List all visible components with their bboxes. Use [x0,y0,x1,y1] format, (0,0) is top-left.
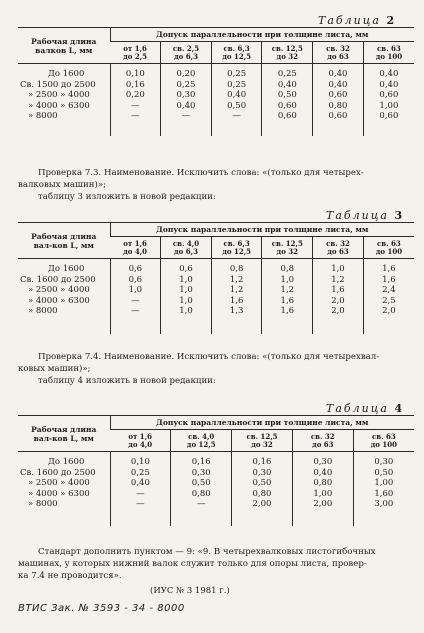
value-cell: 0,50 [227,100,247,111]
value-cell: 2,0 [382,306,396,316]
column-header-line: св. 4,0 [172,239,200,248]
table4-value-column [232,452,293,526]
table4-value-column [292,452,353,526]
value-cell: 0,30 [313,457,333,467]
paragraph-line: Проверка 7.4. Наименование. Исключить слова: «(только для четырехвал- [38,352,380,362]
column-header-line: до 6,3 [174,247,198,256]
column-header-line: св. 4,0 [188,432,215,441]
value-cell: 0,25 [130,467,150,478]
table2-body [18,64,414,136]
value-cell: 0,50 [374,467,394,478]
column-header-line: св. 63 [371,432,396,441]
value-cell: 2,0 [331,306,345,316]
value-cell: 2,00 [252,499,272,509]
length-cell: » 4000 » 6300 [28,488,90,499]
column-header-line: до 32 [276,52,299,61]
column-header-line: св. 12,5 [271,239,303,248]
value-cell: 0,25 [227,79,247,90]
table2-value-column [313,64,364,136]
value-cell: 0,60 [379,111,399,121]
table4-column-header [110,430,171,452]
column-header-line: от 1,6 [123,239,147,248]
column-header-line: до 12,5 [222,52,252,61]
value-cell: 1,6 [331,285,345,295]
table3-value-column [262,259,313,334]
value-cell: 0,60 [277,100,297,111]
value-cell: 1,6 [382,264,396,274]
value-cell: 0,40 [379,69,399,79]
value-cell: 2,5 [382,295,396,306]
value-cell: 0,25 [176,79,196,90]
value-cell: 0,50 [277,90,297,100]
table3-column-header [211,237,262,259]
value-cell: 1,6 [382,274,396,285]
column-header-line: от 1,6 [128,432,152,441]
table-2 [18,27,414,136]
column-header-line: св. 2,5 [172,44,200,53]
value-cell: — [136,499,145,509]
value-cell: 1,0 [179,285,193,295]
column-header-line: до 100 [375,52,403,61]
table2-column-header [110,42,161,64]
table2-column-header [313,42,364,64]
value-cell: 0,30 [374,457,394,467]
table2-column-header [161,42,212,64]
length-cell: » 8000 [28,111,58,121]
value-cell: 0,16 [252,457,272,467]
value-cell: 1,0 [179,306,193,316]
paragraph-check-7-3 [18,167,364,203]
value-cell: 0,40 [176,100,196,111]
column-header-line: до 2,5 [123,52,148,61]
table2-value-column [161,64,212,136]
value-cell: 0,40 [227,90,247,100]
value-cell: 2,00 [313,499,333,509]
value-cell: — [131,100,140,111]
value-cell: 0,40 [313,467,333,478]
value-cell: 1,6 [280,306,295,316]
paragraph-line: машинах, у которых нижний валок служит только для опоры листа, провер- [18,559,367,569]
value-cell: 0,8 [280,264,295,274]
table4-column-header [353,430,414,452]
value-cell: 0,80 [328,100,348,111]
value-cell: 0,20 [125,90,145,100]
value-cell: 1,0 [179,274,193,285]
length-cell: » 2500 » 4000 [28,90,90,100]
value-cell: — [131,306,140,316]
value-cell: 0,50 [191,478,211,488]
column-header-line: св. 12,5 [246,432,278,441]
value-cell: 0,25 [277,69,297,79]
table3-length-column [18,259,110,334]
table3-value-column [110,259,161,334]
column-header-line: до 4,0 [128,440,153,449]
value-cell: 2,0 [331,295,345,306]
value-cell: 1,00 [379,100,399,111]
table4-group-header: Допуск параллельности при толщине листа, мм [110,416,414,430]
value-cell: — [131,111,140,121]
column-header-line: до 6,3 [174,52,198,61]
value-cell: 1,0 [331,264,345,274]
length-cell: » 2500 » 4000 [28,285,90,295]
column-header-line: св. 12,5 [271,44,303,53]
value-cell: 1,0 [179,295,193,306]
table3-value-column [211,259,262,334]
length-cell: » 4000 » 6300 [28,100,90,111]
table2-column-header [211,42,262,64]
value-cell: 0,40 [379,79,399,90]
value-cell: 0,6 [179,264,193,274]
table2-length-column [18,64,110,136]
length-cell: До 1600 [48,457,85,467]
column-header-line: до 4,0 [123,247,148,256]
table2-caption: Таблица 2 [318,14,395,27]
column-header-line: до 12,5 [186,440,216,449]
column-header-line: до 63 [312,440,334,449]
table2-value-column [110,64,161,136]
column-header-line: св. 6,3 [223,239,250,248]
value-cell: 1,3 [229,306,244,316]
value-cell: 0,10 [125,69,145,79]
value-cell: — [232,111,241,121]
value-cell: 0,30 [191,467,211,478]
table2-group-header: Допуск параллельности при толщине листа, мм [110,28,414,42]
paragraph-check-7-4 [18,351,380,387]
table3-column-header [110,237,161,259]
column-header-line: до 63 [327,52,349,61]
length-cell: » 8000 [28,499,58,509]
column-header-line: от 1,6 [123,44,147,53]
table4-row-header: Рабочая длина вал-ков L, мм [18,416,110,452]
value-cell: 0,60 [277,111,297,121]
table2-value-column [262,64,313,136]
length-cell: » 2500 » 4000 [28,478,90,488]
value-cell: 2,4 [382,285,396,295]
value-cell: — [136,488,145,499]
column-header-line: св. 6,3 [223,44,250,53]
value-cell: 0,25 [227,69,247,79]
table2-value-column [363,64,414,136]
length-cell: » 4000 » 6300 [28,295,90,306]
table4-value-column [110,452,171,526]
value-cell: 0,40 [328,69,348,79]
length-cell: До 1600 [48,69,85,79]
value-cell: 0,60 [328,111,348,121]
table3-column-header [262,237,313,259]
value-cell: 1,0 [280,274,295,285]
table2-column-header [262,42,313,64]
table4-value-column [353,452,414,526]
length-cell: Св. 1500 до 2500 [20,79,96,90]
value-cell: 1,6 [280,295,295,306]
value-cell: 0,30 [252,467,272,478]
table4-column-header [171,430,232,452]
length-cell: » 8000 [28,306,58,316]
column-header-line: св. 32 [326,239,350,248]
value-cell: — [196,499,206,509]
value-cell: 0,6 [128,274,143,285]
table3-caption: Таблица 3 [326,209,403,222]
value-cell: 1,0 [128,285,143,295]
table3-row-header: Рабочая длина вал-ков L, мм [18,223,110,259]
value-cell: 1,00 [313,488,333,499]
column-header-line: св. 63 [377,239,401,248]
table3-column-header [363,237,414,259]
value-cell: 1,2 [229,285,244,295]
table3-value-column [363,259,414,334]
paragraph-line: таблицу 3 изложить в новой редакции: [38,192,216,202]
paragraph-line: таблицу 4 изложить в новой редакции: [38,376,216,386]
table2-value-column [211,64,262,136]
column-header-line: до 100 [375,247,403,256]
value-cell: 0,8 [229,264,244,274]
table3-column-header [313,237,364,259]
column-header-line: до 63 [327,247,349,256]
length-cell: Св. 1600 до 2500 [20,274,96,285]
table3-body [18,259,414,334]
value-cell: 1,60 [374,488,394,499]
paragraph-line: Проверка 7.3. Наименование. Исключить слова: «(только для четырех- [38,168,364,178]
paragraph-line: Стандарт дополнить пунктом — 9: «9. В четырехвалковых листогибочных [38,547,376,557]
value-cell: 3,00 [374,499,394,509]
column-header-line: св. 32 [326,44,350,53]
table4-column-header [292,430,353,452]
table3-group-header: Допуск параллельности при толщине листа, мм [110,223,414,237]
paragraph-standard-addition [18,546,376,582]
table3-column-header [161,237,212,259]
handwritten-order-number: ВТИС Зак. № 3593 - 34 - 8000 [18,603,185,614]
value-cell: 0,16 [191,457,211,467]
value-cell: 0,60 [379,90,399,100]
value-cell: 0,80 [313,478,333,488]
table4-caption: Таблица 4 [326,402,403,415]
length-cell: Св. 1600 до 2500 [20,467,96,478]
paragraph-line: ка 7.4 не проводится». [18,571,122,581]
value-cell: 1,2 [331,274,345,285]
value-cell: 0,60 [328,90,348,100]
table-3 [18,222,414,334]
value-cell: 0,30 [176,90,196,100]
table2-column-header [363,42,414,64]
value-cell: 0,40 [130,478,150,488]
column-header-line: до 32 [276,247,299,256]
value-cell: 0,20 [176,69,196,79]
length-cell: До 1600 [48,264,85,274]
table2-row-header: Рабочая длина валков L, мм [18,28,110,64]
value-cell: 1,2 [229,274,244,285]
table4-column-header [232,430,293,452]
value-cell: 0,80 [191,488,211,499]
table4-length-column [18,452,110,526]
table3-value-column [313,259,364,334]
value-cell: 1,2 [280,285,295,295]
paragraph-line: ковых машин)»; [18,364,91,374]
value-cell: 0,16 [125,79,145,90]
column-header-line: до 32 [251,440,273,449]
table3-value-column [161,259,212,334]
value-cell: 0,6 [128,264,143,274]
table4-body [18,452,414,526]
column-header-line: св. 32 [310,432,335,441]
column-header-line: св. 63 [377,44,401,53]
value-cell: 0,40 [328,79,348,90]
table4-value-column [171,452,232,526]
value-cell: 0,80 [252,488,272,499]
value-cell: — [131,295,140,306]
footnote-ius: (ИУС № 3 1981 г.) [150,586,230,596]
column-header-line: до 12,5 [222,247,252,256]
table-4 [18,415,414,526]
value-cell: 0,10 [130,457,150,467]
value-cell: 0,50 [252,478,272,488]
value-cell: 1,00 [374,478,394,488]
value-cell: 0,40 [277,79,297,90]
column-header-line: до 100 [370,440,398,449]
paragraph-line: валковых машин)»; [18,180,106,190]
value-cell: 1,6 [229,295,244,306]
value-cell: — [181,111,191,121]
